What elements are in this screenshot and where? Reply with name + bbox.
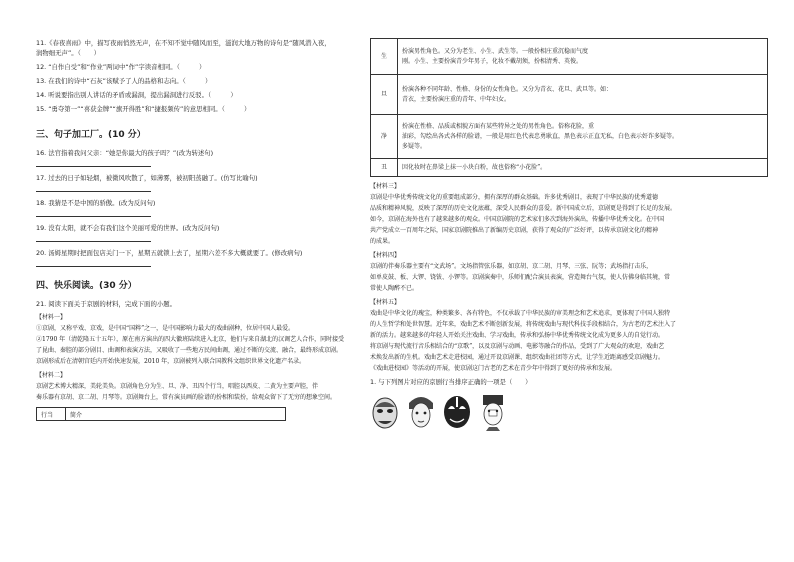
opera-mask-images — [370, 393, 768, 431]
material-3-line-1: 京剧是中华优秀传统文化的重要组成部分，拥有深厚的群众基础。许多优秀剧目，表现了中华民族的优秀道德 — [370, 194, 659, 201]
material-4-label: 【材料四】 — [370, 252, 401, 259]
answer-line-18 — [36, 208, 151, 217]
material-1-para-2-line-3: 京剧形成后在清朝宫廷内开始快速发展，2010 年，京剧被列入联合国教科文组织世界文化遗产名录。 — [36, 358, 306, 365]
material-3-line-5: 的成果。 — [370, 238, 395, 245]
material-3-label: 【材料三】 — [370, 183, 401, 190]
role-jing-line-1: 扮演在性格、品质或相貌方面有某些特异之处的男性角色。俗称花脸，重 — [402, 122, 595, 130]
role-dan: 旦 — [371, 75, 398, 115]
left-column — [36, 38, 376, 421]
role-chou-desc — [398, 159, 768, 177]
role-jing-line-2: 油彩，勾绘出各式各样的脸谱，一般是用红色代表忠勇耿直，黑色表示正直无私，白色表示奸诈多疑等。 — [402, 132, 679, 140]
question-11-line-1: 11.《春夜喜雨》中，描写夜雨悄然无声，在不知不觉中随风而至，滋润大地万物的诗句是“随风潜入夜， — [36, 39, 331, 47]
answer-line-17 — [36, 183, 151, 192]
section-3-heading: 三、句子加工厂。(10 分） — [36, 130, 146, 140]
material-5-line-2: 的人生哲学和处世智慧。近年来，戏曲艺术不断创新发展，将传统戏曲与现代科技手段相结合，为古老的艺术注入了 — [370, 321, 677, 328]
role-dan-line-1: 扮演各种不同年龄、性格、身份的女性角色。又分为青衣、花旦、武旦等。如： — [402, 85, 613, 93]
question-17: 17. 过去的日子如轻烟，被微风吹散了，如薄雾，被初阳蒸融了。(仿写比喻句) — [36, 174, 258, 182]
question-21: 21. 阅读下面关于京剧的材料，完成下面的小题。 — [36, 300, 177, 308]
role-chou-line-1: 因化妆时在鼻梁上抹一小块白粉，故也俗称“小花脸”。 — [402, 163, 547, 171]
material-4-line-1: 京剧的伴奏乐器主要有“文武场”。文场指管弦乐器，如京胡、京二胡、月琴、三弦、阮等；武场指打击乐， — [370, 263, 653, 270]
table-header-role: 行当 — [37, 408, 66, 421]
material-5-line-4: 将京剧与现代流行音乐相结合的“京歌”，以及京剧与动画、电影等融合的作品，受到了广大观众的欢迎，戏曲艺 — [370, 343, 665, 350]
roles-table — [370, 38, 768, 177]
material-2-line-2: 奏乐器有京胡、京二胡、月琴等。京剧舞台上，常有演员画的脸谱的扮相和装扮，给观众留下了无穷的想象空间。 — [36, 394, 337, 401]
material-1-label: 【材料一】 — [36, 314, 67, 321]
question-18: 18. 我猜是不是中国的骄傲。(改为反问句) — [36, 199, 156, 207]
material-5-line-6: 《戏曲进校园》等活动的开展，使京剧这门古老的艺术在青少年中得到了更好的传承和发展。 — [370, 365, 617, 372]
material-5-label: 【材料五】 — [370, 299, 401, 306]
material-4-line-3: 常使人陶醉不已。 — [370, 285, 419, 292]
opera-face-2-icon — [406, 393, 436, 431]
opera-face-3-icon — [442, 393, 472, 431]
material-3-line-2: 品质和精神风貌，反映了深厚的历史文化底蕴，深受人民群众的喜爱。新中国成立后，京剧更是得到了长足的发展。 — [370, 205, 677, 212]
answer-line-19 — [36, 233, 151, 242]
material-1-para-1: ①京剧，又称平戏、京戏，是中国“国粹”之一，是中国影响力最大的戏曲剧种，位居中国人最爱。 — [36, 325, 295, 332]
right-column — [370, 38, 768, 431]
material-5-line-1: 戏曲是中华文化的瑰宝，种类繁多、各有特色，不仅承载了中华民族的审美理念和艺术追求，更体现了中国人独特 — [370, 310, 671, 317]
question-14: 14. 听说要指出别人讲话的矛盾或漏洞，提出漏洞进行反驳。（ ） — [36, 91, 237, 99]
question-16: 16. 法官指着我问父亲：“她是你最大的孩子吗？”(改为转述句) — [36, 149, 214, 157]
role-sheng-line-2: 刚。小生、主要扮演青少年男子，化妆不戴胡须，扮相清秀、英俊。 — [402, 57, 583, 65]
question-11-line-2: 润物细无声”。（ ） — [36, 49, 101, 57]
role-dan-line-2: 青衣，主要扮演庄重的青年、中年妇女。 — [402, 95, 511, 103]
material-5-line-3: 新的活力。越来越多的年轻人开始关注戏曲、学习戏曲，传承和弘扬中华优秀传统文化成为更多人的自觉行动。 — [370, 332, 665, 339]
material-4-line-2: 如单皮鼓、板、大锣、铙钹、小锣等。京剧演奏中，乐师们配合演员表演，营造舞台气氛，使人仿佛身临其境，常 — [370, 274, 671, 281]
opera-face-1-icon — [370, 393, 400, 431]
opera-face-4-icon — [478, 393, 508, 431]
roles-table-header — [36, 407, 286, 421]
role-jing-line-3: 多疑等。 — [402, 142, 427, 150]
material-1-para-2-line-1: ②1790 年（清乾隆五十五年），原在南方演出的四大徽班陆续进入北京，他们与来自湖北的汉调艺人合作，同时接受 — [36, 336, 345, 343]
question-15: 15. “勇夺第一”“喜获金牌”“旗开得胜”和“捷报频传”的意思相同。（ ） — [36, 105, 251, 113]
question-1: 1. 与下列图片对应的京剧行当排序正确的一项是（ ） — [370, 378, 532, 386]
table-header-intro: 简介 — [66, 408, 286, 421]
role-sheng: 生 — [371, 39, 398, 75]
role-chou: 丑 — [371, 159, 398, 177]
section-4-heading: 四、快乐阅读。(30 分） — [36, 281, 137, 291]
answer-line-20 — [36, 258, 151, 267]
role-dan-desc — [398, 75, 768, 115]
material-1-para-2-line-2: 了昆曲、秦腔的部分剧目、曲调和表演方法，又吸收了一些地方民间曲调，通过不断的交流、融合，最终形成京剧。 — [36, 347, 343, 354]
question-20: 20. 汤姆星期时把面包店关门一下，星期五就锁上去了，星期六差不多大概就要了。(修改病句) — [36, 249, 303, 257]
role-sheng-desc — [398, 39, 768, 75]
answer-line-16 — [36, 158, 151, 167]
question-19: 19. 没有太阳，就不会有我们这个美丽可爱的世界。(改为反问句) — [36, 224, 220, 232]
material-3-line-4: 共产党成立一百周年之际，国家京剧院推出了新编历史京剧，获得了观众的广泛好评，以传承京剧文化的精神 — [370, 227, 659, 234]
material-3-line-3: 如今，京剧在海外也有了越来越多的观众。中国京剧院的艺术家们多次到海外演出，传播中华优秀文化。在中国 — [370, 216, 665, 223]
material-2-line-1: 京剧艺术博大精深，美轮美奂。京剧角色分为生、旦、净、丑四个行当，唱腔以西皮、二黄为主要声腔，伴 — [36, 383, 319, 390]
question-13: 13. 在我们的诗中“石灰”该赋予了人的品格和志向。（ ） — [36, 77, 212, 85]
role-jing: 净 — [371, 115, 398, 159]
question-12: 12. “自作自受”和“作业”两词中“作”字读音相同。（ ） — [36, 63, 206, 71]
role-sheng-line-1: 扮演男性角色。又分为老生、小生、武生等。一般扮相庄重沉稳而气度 — [402, 47, 589, 55]
role-jing-desc — [398, 115, 768, 159]
material-2-label: 【材料二】 — [36, 372, 67, 379]
material-5-line-5: 术焕发出新的生机。戏曲艺术走进校园，通过开设京剧课、组织戏曲社团等方式，让学生近距离感受京剧魅力。 — [370, 354, 665, 361]
